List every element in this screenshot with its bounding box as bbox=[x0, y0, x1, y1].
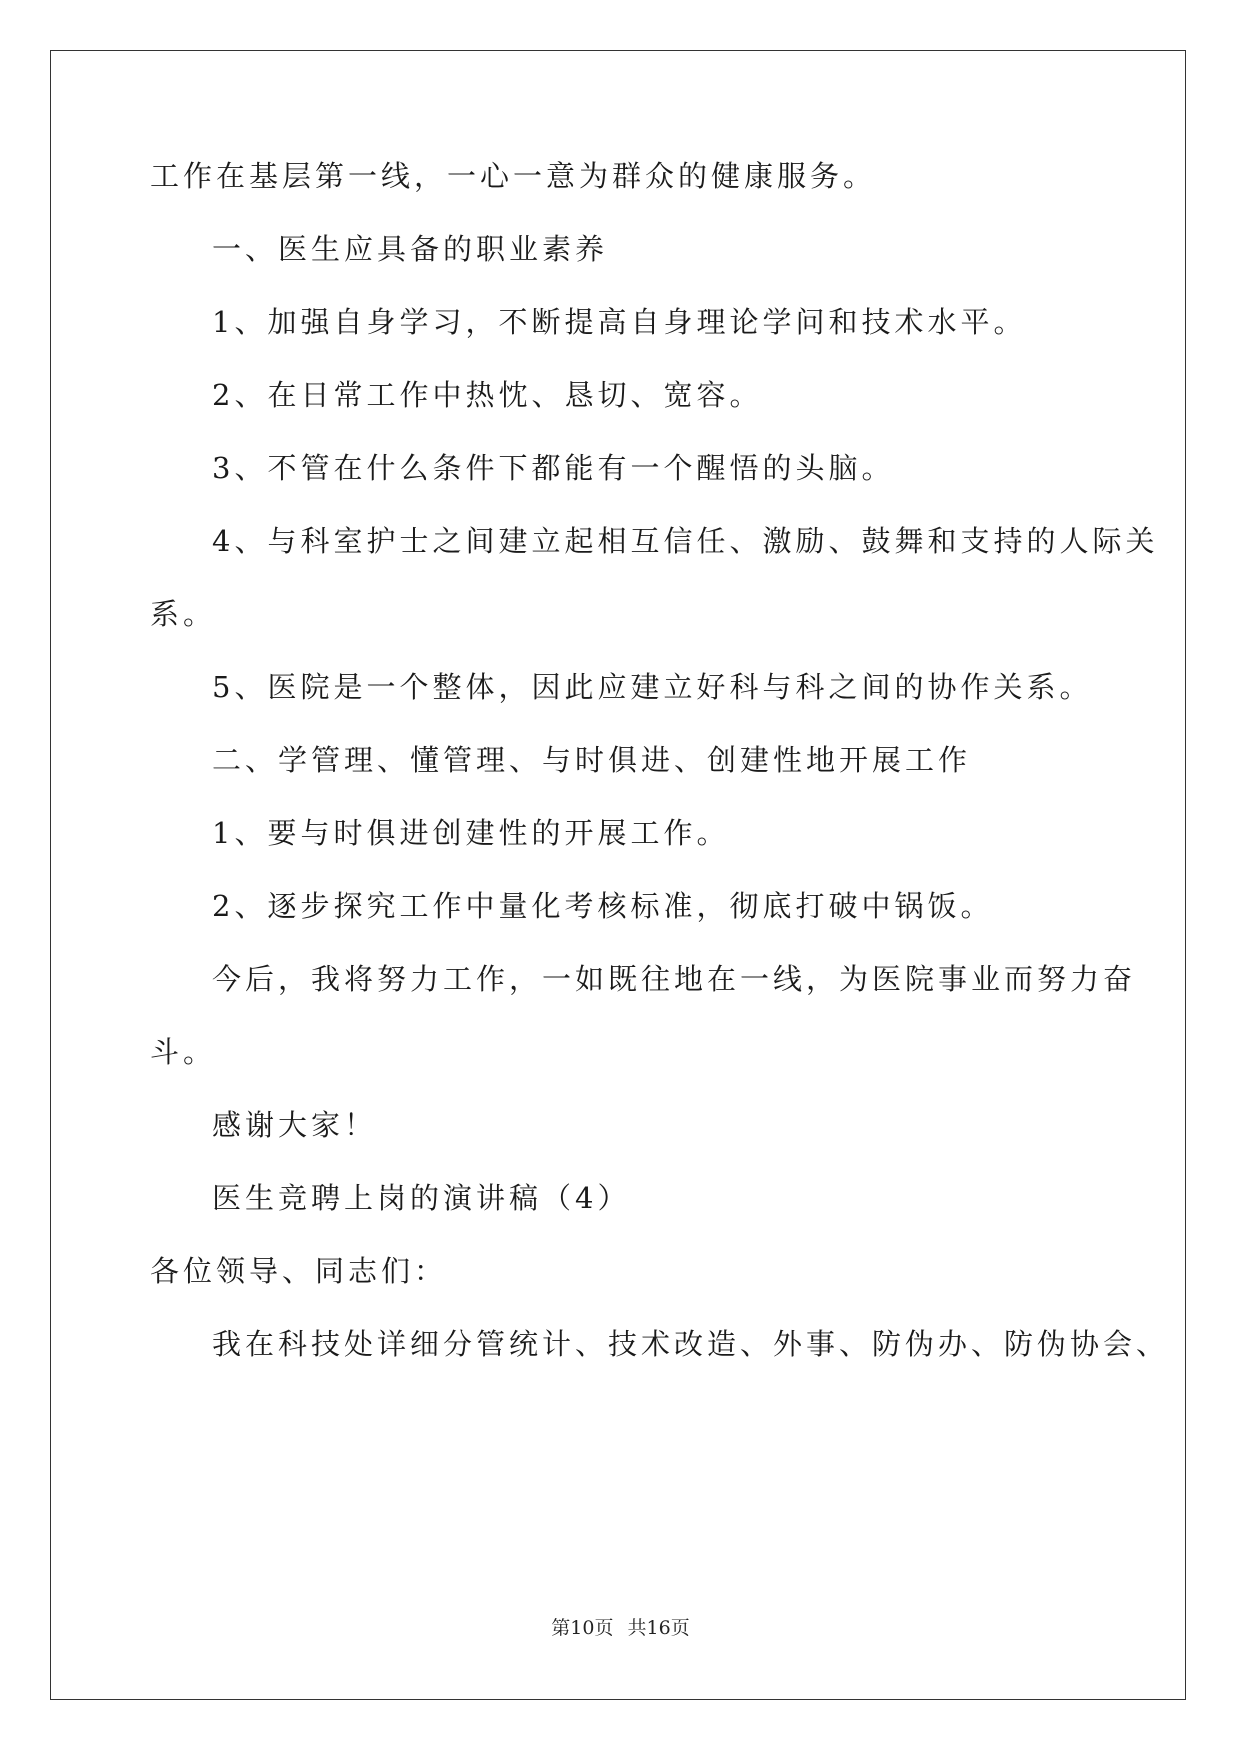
paragraph-line: 工作在基层第一线，一心一意为群众的健康服务。 bbox=[150, 159, 877, 193]
list-item: 4、与科室护士之间建立起相互信任、激励、鼓舞和支持的人际关 bbox=[212, 524, 1159, 558]
paragraph-line: 今后，我将努力工作，一如既往地在一线，为医院事业而努力奋 bbox=[212, 962, 1137, 996]
section-heading: 二、学管理、懂管理、与时俱进、创建性地开展工作 bbox=[212, 743, 972, 777]
paragraph-line: 系。 bbox=[150, 597, 217, 631]
paragraph-line: 我在科技处详细分管统计、技术改造、外事、防伪办、防伪协会、 bbox=[212, 1327, 1170, 1361]
page-number: 第10页 bbox=[551, 1617, 614, 1639]
section-heading: 一、医生应具备的职业素养 bbox=[212, 232, 609, 266]
list-item: 1、要与时俱进创建性的开展工作。 bbox=[212, 816, 730, 850]
list-item: 2、在日常工作中热忱、恳切、宽容。 bbox=[212, 378, 763, 412]
page-footer bbox=[0, 1616, 1241, 1640]
paragraph-line: 感谢大家！ bbox=[212, 1108, 378, 1142]
speech-title: 医生竞聘上岗的演讲稿（4） bbox=[212, 1181, 631, 1215]
list-item: 1、加强自身学习，不断提高自身理论学问和技术水平。 bbox=[212, 305, 1027, 339]
salutation: 各位领导、同志们： bbox=[150, 1254, 448, 1288]
page-total: 共16页 bbox=[627, 1617, 690, 1639]
list-item: 2、逐步探究工作中量化考核标准，彻底打破中锅饭。 bbox=[212, 889, 994, 923]
list-item: 5、医院是一个整体，因此应建立好科与科之间的协作关系。 bbox=[212, 670, 1093, 704]
page-border bbox=[50, 50, 1186, 1700]
list-item: 3、不管在什么条件下都能有一个醒悟的头脑。 bbox=[212, 451, 895, 485]
paragraph-line: 斗。 bbox=[150, 1035, 217, 1069]
